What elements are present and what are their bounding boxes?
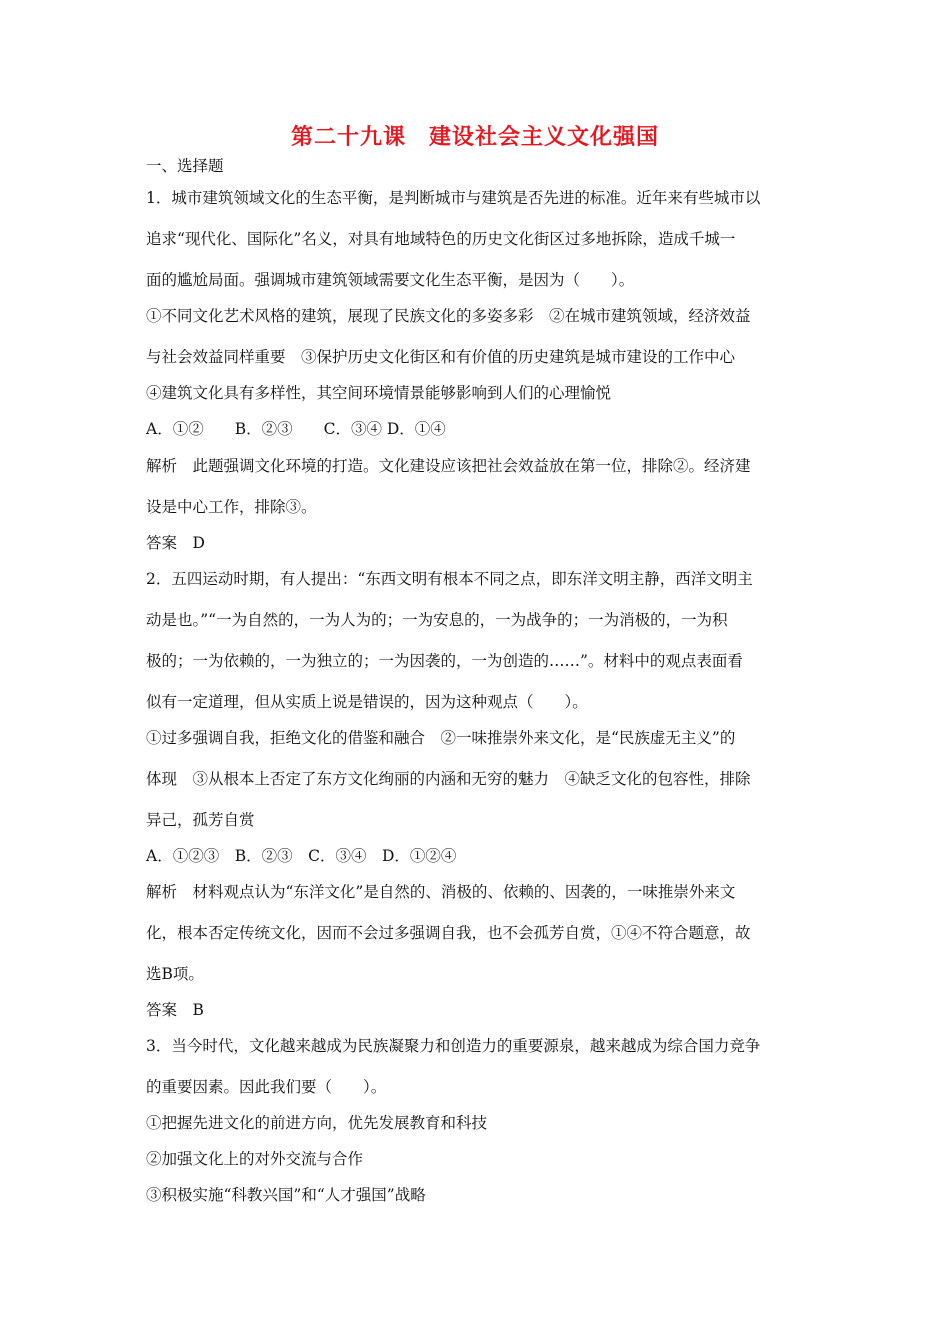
q1-stem-line: 面的尴尬局面。强调城市建筑领域需要文化生态平衡，是因为（ ）。 xyxy=(146,271,635,289)
q1-statement-line: ①不同文化艺术风格的建筑，展现了民族文化的多姿多彩 ②在城市建筑领域，经济效益 xyxy=(146,307,751,325)
q2-analysis-line: 解析 材料观点认为“东洋文化”是自然的、消极的、依赖的、因袭的，一味推崇外来文 xyxy=(146,883,736,901)
q2-stem-line: 动是也。”“一为自然的，一为人为的；一为安息的，一为战争的；一为消极的，一为积 xyxy=(146,611,728,629)
q1-statement-line: ④建筑文化具有多样性，其空间环境情景能够影响到人们的心理愉悦 xyxy=(146,384,612,402)
q3-stem-line: 3．当今时代，文化越来越成为民族凝聚力和创造力的重要源泉，越来越成为综合国力竞争 xyxy=(146,1037,761,1055)
q2-stem-line: 似有一定道理，但从实质上说是错误的，因为这种观点（ ）。 xyxy=(146,693,588,711)
q3-statement-line: ②加强文化上的对外交流与合作 xyxy=(146,1150,364,1168)
q1-stem-line: 追求“现代化、国际化”名义，对具有地域特色的历史文化街区过多地拆除，造成千城一 xyxy=(146,230,736,248)
lesson-title: 第二十九课 建设社会主义文化强国 xyxy=(290,125,659,150)
q2-options: A．①②③ B．②③ C．③④ D．①②④ xyxy=(146,847,457,865)
q2-answer: 答案 B xyxy=(146,1001,204,1019)
q3-statement-line: ①把握先进文化的前进方向，优先发展教育和科技 xyxy=(146,1114,488,1132)
q2-analysis-line: 化，根本否定传统文化，因而不会过多强调自我，也不会孤芳自赏，①④不符合题意，故 xyxy=(146,924,751,942)
q1-options: A．①② B．②③ C．③④ D．①④ xyxy=(146,420,446,438)
q1-answer: 答案 D xyxy=(146,534,205,552)
q1-analysis-line: 设是中心工作，排除③。 xyxy=(146,498,317,516)
q1-analysis-line: 解析 此题强调文化环境的打造。文化建设应该把社会效益放在第一位，排除②。经济建 xyxy=(146,457,751,475)
section-heading: 一、选择题 xyxy=(146,157,224,175)
q2-stem-line: 2．五四运动时期，有人提出：“东西文明有根本不同之点，即东洋文明主静，西洋文明主 xyxy=(146,570,753,588)
q3-stem-line: 的重要因素。因此我们要（ ）。 xyxy=(146,1078,387,1096)
q2-analysis-line: 选B项。 xyxy=(146,965,204,983)
q2-statement-line: 体现 ③从根本上否定了东方文化绚丽的内涵和无穷的魅力 ④缺乏文化的包容性，排除 xyxy=(146,770,751,788)
q2-statement-line: ①过多强调自我，拒绝文化的借鉴和融合 ②一味推崇外来文化，是“民族虚无主义”的 xyxy=(146,729,736,747)
q3-statement-line: ③积极实施“科教兴国”和“人才强国”战略 xyxy=(146,1186,426,1204)
q2-stem-line: 极的；一为依赖的，一为独立的；一为因袭的，一为创造的……”。材料中的观点表面看 xyxy=(146,652,743,670)
q1-stem-line: 1．城市建筑领域文化的生态平衡，是判断城市与建筑是否先进的标准。近年来有些城市以 xyxy=(146,189,761,207)
q1-statement-line: 与社会效益同样重要 ③保护历史文化街区和有价值的历史建筑是城市建设的工作中心 xyxy=(146,348,736,366)
q2-statement-line: 异己，孤芳自赏 xyxy=(146,811,255,829)
